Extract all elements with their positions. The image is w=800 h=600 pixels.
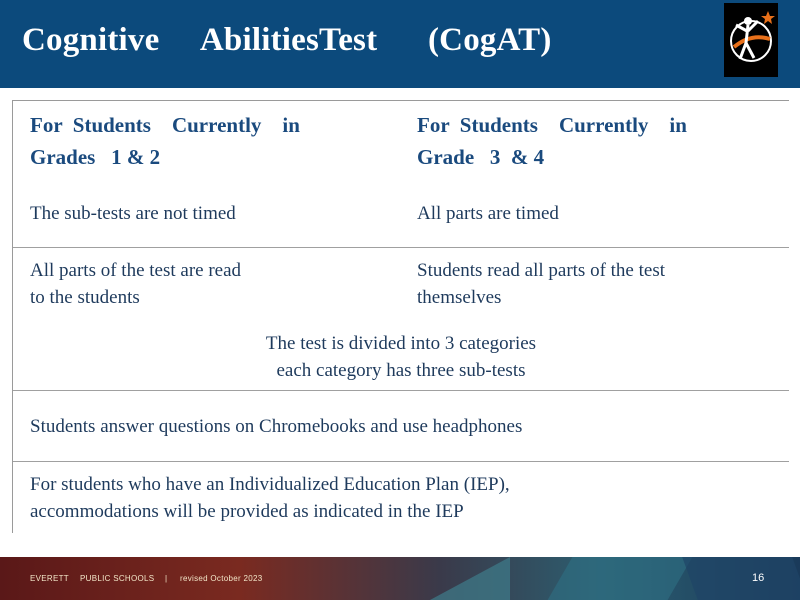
left-column-header-line1: For Students Currently in: [30, 113, 300, 137]
footer-separator: |: [165, 574, 168, 583]
left-column-header-line2: Grades 1 & 2: [30, 145, 161, 169]
reading-right-line1: Students read all parts of the test: [417, 260, 665, 281]
row-divider: [13, 461, 789, 462]
categories-line1: The test is divided into 3 categories: [265, 333, 537, 354]
right-column-header-line1: For Students Currently in: [417, 113, 687, 137]
comparison-table: [12, 100, 789, 533]
timing-left-text: The sub-tests are not timed: [30, 203, 236, 224]
district-logo-icon: [724, 3, 778, 77]
categories-line2: each category has three sub-tests: [276, 360, 526, 381]
reading-left-line2: to the students: [30, 287, 140, 308]
reading-right-line2: themselves: [417, 287, 502, 308]
footer-decoration: [430, 557, 510, 600]
iep-line1: For students who have an Individualized Education Plan (IEP),: [30, 474, 510, 495]
timing-right-text: All parts are timed: [417, 203, 559, 224]
page-number: 16: [752, 572, 765, 584]
row-divider: [13, 247, 789, 248]
reading-left-line1: All parts of the test are read: [30, 260, 242, 281]
row-divider: [13, 390, 789, 391]
title-bar: [0, 0, 800, 88]
footer-district-name-2: PUBLIC SCHOOLS: [80, 574, 155, 583]
footer-district-name-1: EVERETT: [30, 574, 69, 583]
footer-decoration: [548, 557, 693, 600]
right-column-header-line2: Grade 3 & 4: [417, 145, 545, 169]
footer-revised-date: revised October 2023: [180, 574, 263, 583]
slide-title: Cognitive AbilitiesTest (CogAT): [22, 22, 552, 58]
devices-text: Students answer questions on Chromebooks and use headphones: [30, 416, 523, 437]
footer-decoration: [682, 557, 800, 600]
footer-bar: [0, 557, 800, 600]
iep-line2: accommodations will be provided as indicated in the IEP: [30, 501, 464, 522]
